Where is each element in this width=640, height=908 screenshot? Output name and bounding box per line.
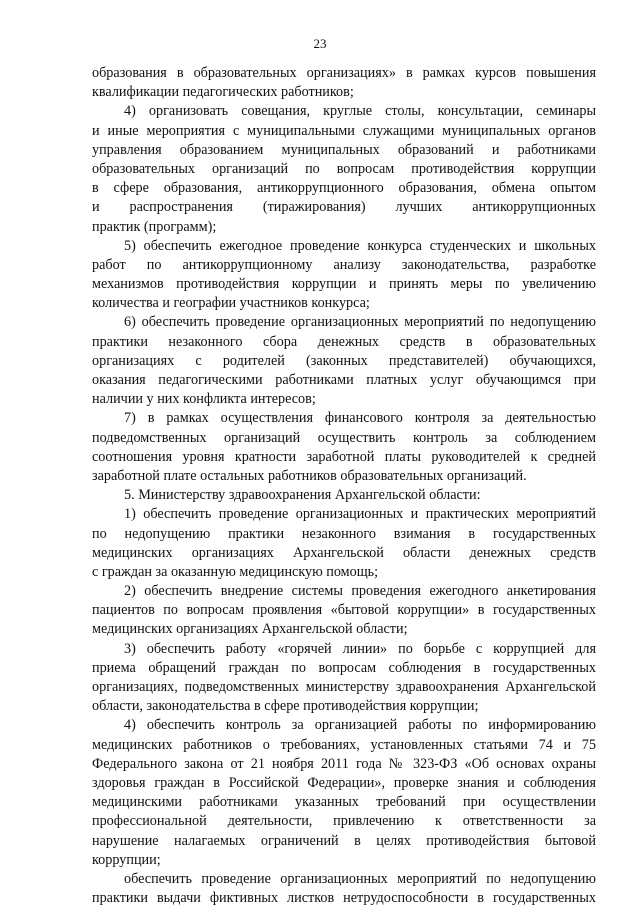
document-body <box>92 64 596 908</box>
text-line: здоровья граждан в Российской Федерации», проверке знания и соблюдения <box>92 774 596 791</box>
text-line: квалификации педагогических работников; <box>92 84 354 101</box>
paragraph-first-line: 5. Министерству здравоохранения Архангельской области: <box>124 487 481 504</box>
text-line: наличии у них конфликта интересов; <box>92 391 316 408</box>
text-line: практики незаконного сбора денежных средств в образовательных <box>92 333 596 350</box>
paragraph-first-line: обеспечить проведение организационных мероприятий по недопущению <box>124 870 596 887</box>
text-line: пациентов по вопросам проявления «бытовой коррупции» в государственных <box>92 602 596 619</box>
text-line: медицинских организациях Архангельской области денежных средств <box>92 544 596 561</box>
text-line: образовательных организаций по вопросам противодействия коррупции <box>92 160 596 177</box>
page-number: 23 <box>313 36 327 51</box>
paragraph-first-line: 6) обеспечить проведение организационных мероприятий по недопущению <box>124 314 596 331</box>
text-line: в сфере образования, антикоррупционного образования, обмена опытом <box>92 180 596 197</box>
paragraph-first-line: 5) обеспечить ежегодное проведение конкурса студенческих и школьных <box>124 237 596 254</box>
text-line: количества и географии участников конкурса; <box>92 295 370 312</box>
text-line: подведомственных организаций осуществить контроль за соблюдением <box>92 429 596 446</box>
text-line: приема обращений граждан по вопросам соблюдения в государственных <box>92 659 596 676</box>
text-line: нарушение налагаемых ограничений в целях противодействия бытовой <box>92 832 596 849</box>
paragraph-first-line: 1) обеспечить проведение организационных и практических мероприятий <box>124 506 596 523</box>
text-line: профессиональной деятельности, привлечению к ответственности за <box>92 813 596 830</box>
text-line: области, законодательства в сфере противодействия коррупции; <box>92 698 479 715</box>
text-line: организациях с родителей (законных представителей) обучающихся, <box>92 352 596 369</box>
text-line: медицинских работников о требованиях, установленных статьями 74 и 75 <box>92 736 596 753</box>
text-line: по недопущению практики незаконного взимания в государственных <box>92 525 596 542</box>
text-line: заработной плате остальных работников образовательных организаций. <box>92 467 527 484</box>
text-line: управления образованием муниципальных образований и работниками <box>92 141 596 158</box>
text-line: работ по антикоррупционному анализу законодательства, разработке <box>92 256 596 273</box>
paragraph-first-line: 4) обеспечить контроль за организацией работы по информированию <box>124 717 596 734</box>
text-line: и иные мероприятия с муниципальными служащими муниципальных органов <box>92 122 596 139</box>
text-line: Федерального закона от 21 ноября 2011 года № 323-ФЗ «Об основах охраны <box>92 755 596 772</box>
text-line: оказания педагогическими работниками платных услуг обучающимся при <box>92 372 596 388</box>
text-line: медицинскими работниками указанных требований при осуществлении <box>92 794 596 811</box>
text-line: образования в образовательных организациях» в рамках курсов повышения <box>92 65 596 81</box>
text-line: соотношения уровня кратности заработной платы руководителей к средней <box>92 448 596 465</box>
paragraph-first-line: 4) организовать совещания, круглые столы, консультации, семинары <box>124 103 596 120</box>
text-line: и распространения (тиражирования) лучших антикоррупционных <box>92 199 596 216</box>
text-line: практики выдачи фиктивных листков нетрудоспособности в государственных <box>92 890 596 907</box>
text-line: медицинских организациях Архангельской области; <box>92 621 408 638</box>
paragraph-first-line: 2) обеспечить внедрение системы проведения ежегодного анкетирования <box>124 583 596 600</box>
text-line: с граждан за оказанную медицинскую помощь; <box>92 563 379 580</box>
text-line: организациях, подведомственных министерству здравоохранения Архангельской <box>92 679 596 695</box>
text-line: механизмов противодействия коррупции и принять меры по увеличению <box>92 276 596 293</box>
paragraph-first-line: 3) обеспечить работу «горячей линии» по борьбе с коррупцией для <box>124 640 596 657</box>
text-line: коррупции; <box>92 851 161 868</box>
paragraph-first-line: 7) в рамках осуществления финансового контроля за деятельностью <box>124 410 596 427</box>
text-line: практик (программ); <box>92 218 217 235</box>
